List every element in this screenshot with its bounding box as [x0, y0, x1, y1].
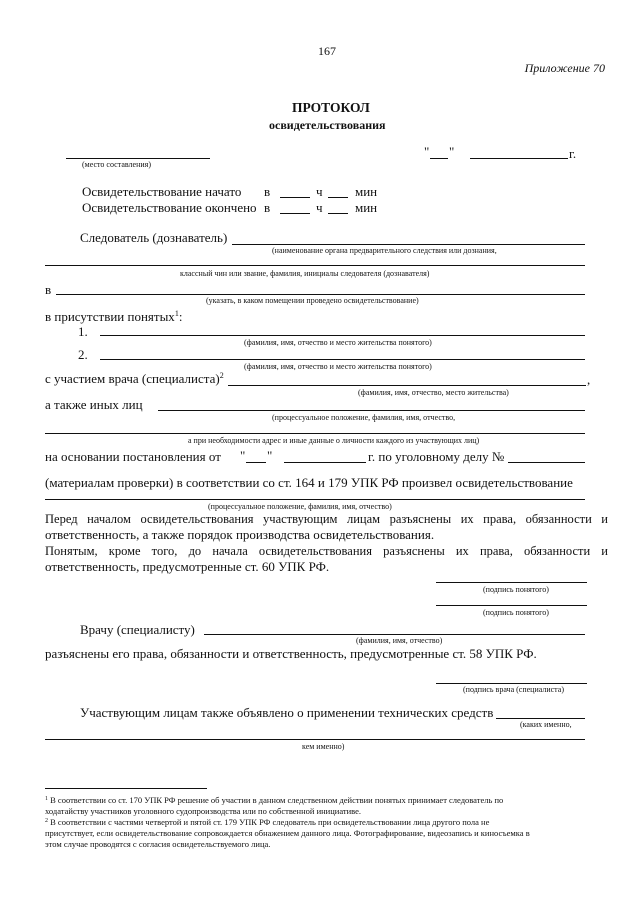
doctor2-field[interactable] — [204, 634, 585, 635]
witness-2-signature-caption: (подпись понятого) — [483, 608, 549, 617]
footnote-2: $^2$ В соответствии с частями четвертой и пятой ст. 179 УПК РФ следователь при освидетельствовании лица другого пола не — [45, 817, 490, 827]
tech-caption-1: (каких именно, — [520, 720, 572, 729]
end-minute-field[interactable] — [328, 213, 348, 214]
witness-1-signature-caption: (подпись понятого) — [483, 585, 549, 594]
witness-2-signature[interactable] — [436, 605, 587, 606]
start-minute-unit: мин — [355, 184, 378, 199]
doctor-caption: (фамилия, имя, отчество, место жительства) — [358, 388, 509, 397]
witness-1-signature[interactable] — [436, 582, 587, 583]
para1-line2: ответственность, а также порядок производства освидетельствования. — [45, 527, 435, 542]
witness-2-caption: (фамилия, имя, отчество и место жительства понятого) — [244, 362, 432, 371]
end-hour-unit: ч — [316, 200, 323, 215]
investigator-label: Следователь (дознаватель) — [80, 230, 228, 245]
basis-quote-open: " — [240, 448, 246, 463]
witness-2-number: 2. — [78, 347, 88, 362]
witness-1-caption: (фамилия, имя, отчество и место жительства понятого) — [244, 338, 432, 347]
footnote-separator — [45, 788, 207, 789]
others-label: а также иных лиц — [45, 397, 143, 412]
end-hour-field[interactable] — [280, 213, 310, 214]
place-field[interactable] — [66, 158, 210, 159]
doctor-comma: , — [587, 372, 591, 387]
footnote-ref-2: 2 — [219, 371, 224, 380]
para2-line1: Понятым, кроме того, до начала освидетельствования разъяснены их права, обязанности и — [45, 544, 608, 558]
date-quote-close: " — [449, 144, 455, 159]
start-in: в — [264, 184, 271, 199]
others-field[interactable] — [158, 410, 585, 411]
end-label: Освидетельствование окончено — [82, 200, 257, 215]
tech-text: Участвующим лицам также объявлено о применении технических средств — [80, 705, 494, 720]
document-subtitle: освидетельствования — [269, 118, 386, 132]
investigator-field-2[interactable] — [45, 265, 585, 266]
doctor-signature-caption: (подпись врача (специалиста) — [463, 685, 564, 694]
witness-1-field[interactable] — [100, 335, 585, 336]
footnote-ref-1: 1 — [174, 309, 179, 318]
others-caption-2: а при необходимости адрес и иные данные о личности каждого из участвующих лиц) — [188, 436, 480, 445]
date-day-field[interactable] — [430, 158, 448, 159]
basis-mid: г. по уголовному делу № — [368, 449, 505, 464]
others-field-2[interactable] — [45, 433, 585, 434]
doctor-signature[interactable] — [436, 683, 587, 684]
case-number-field[interactable] — [508, 462, 585, 463]
investigator-caption-1: (наименование органа предварительного следствия или дознания, — [272, 246, 497, 255]
investigator-field[interactable] — [232, 244, 585, 245]
tech-field-2[interactable] — [45, 739, 585, 740]
tech-caption-2: кем именно) — [302, 742, 345, 751]
end-in: в — [264, 200, 271, 215]
date-month-year-field[interactable] — [470, 158, 568, 159]
start-hour-field[interactable] — [280, 197, 310, 198]
doctor-field[interactable] — [228, 385, 586, 386]
footnote-2-line2: присутствует, если освидетельствование сопровождается обнажением данного лица. Фотографирование, видеозапись и киносъемка в — [45, 828, 530, 838]
footnote-2-line3: этом случае проводятся с согласия освидетельствуемого лица. — [45, 839, 271, 849]
start-minute-field[interactable] — [328, 197, 348, 198]
room-caption: (указать, в каком помещении проведено освидетельствование) — [206, 296, 419, 305]
investigator-caption-2: классный чин или звание, фамилия, инициалы следователя (дознавателя) — [180, 269, 430, 278]
basis-prefix: на основании постановления от — [45, 449, 221, 464]
end-minute-unit: мин — [355, 200, 378, 215]
basis-quote-close: " — [267, 448, 273, 463]
para1-line1: Перед началом освидетельствования участвующим лицам разъяснены их права, обязанности и — [45, 512, 608, 526]
appendix-label: Приложение 70 — [524, 61, 605, 75]
basis-day-field[interactable] — [246, 462, 266, 463]
tech-field[interactable] — [496, 718, 585, 719]
witness-1-number: 1. — [78, 324, 88, 339]
others-caption-1: (процессуальное положение, фамилия, имя, отчество, — [272, 413, 456, 422]
materials-caption: (процессуальное положение, фамилия, имя, отчество) — [208, 502, 392, 511]
basis-month-year-field[interactable] — [284, 462, 366, 463]
document-title: ПРОТОКОЛ — [292, 100, 370, 115]
witnesses-label: в присутствии понятых$^1$: — [45, 309, 183, 324]
date-quote-open: " — [424, 144, 430, 159]
page-number: 167 — [318, 44, 336, 58]
start-label: Освидетельствование начато — [82, 184, 242, 199]
year-suffix: г. — [569, 146, 577, 161]
doctor2-caption: (фамилия, имя, отчество) — [356, 636, 443, 645]
room-field[interactable] — [56, 294, 585, 295]
place-caption: (место составления) — [82, 160, 151, 169]
para2-line2: ответственность, предусмотренные ст. 60 УПК РФ. — [45, 559, 330, 574]
doctor2-label: Врачу (специалисту) — [80, 622, 195, 637]
witness-2-field[interactable] — [100, 359, 585, 360]
footnote-1: $^1$ В соответствии со ст. 170 УПК РФ решение об участии в данном следственном действии понятых принимает следователь по — [45, 795, 504, 805]
examined-person-field[interactable] — [45, 499, 585, 500]
start-hour-unit: ч — [316, 184, 323, 199]
room-prefix: в — [45, 282, 52, 297]
doctor-label: с участием врача (специалиста)$^2$ — [45, 371, 224, 386]
footnote-1-line2: ходатайству участников уголовного судопроизводства или по собственной инициативе. — [45, 806, 361, 816]
doctor2-rights: разъяснены его права, обязанности и ответственность, предусмотренные ст. 58 УПК РФ. — [45, 646, 537, 661]
materials-text: (материалам проверки) в соответствии со ст. 164 и 179 УПК РФ произвел освидетельствование — [45, 475, 573, 490]
